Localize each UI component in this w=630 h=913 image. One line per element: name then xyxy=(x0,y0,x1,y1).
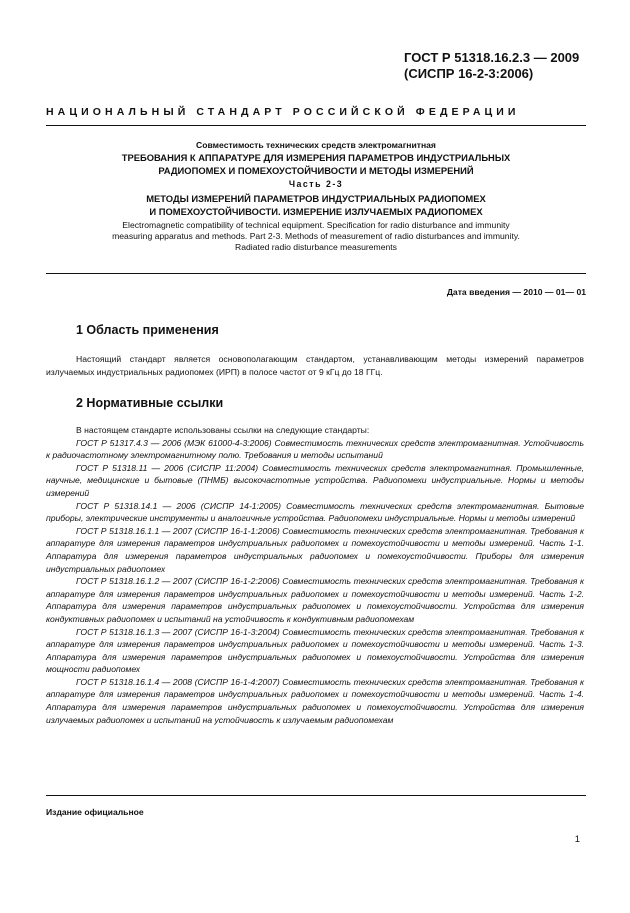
reference-item: ГОСТ Р 51318.14.1 — 2006 (СИСПР 14-1:2005) Совместимость технических средств электромагнитная. Бытовые приборы, электрические инструменты и аналогичные устройства. Радиопомехи индустриальные. Нормы и методы измерений xyxy=(46,500,584,524)
section-1-body xyxy=(46,353,584,378)
reference-item: ГОСТ Р 51318.16.1.2 — 2007 (СИСПР 16-1-2:2006) Совместимость технических средств электромагнитная. Требования к аппаратуре для измерения параметров индустриальных радиопомех и помехоустойчивости и методы измерений. Часть 1-2. Аппаратура для измерения параметров индустриальных радиопомех и помехоустойчивости. Устройства для измерения кондуктивных радиопомех и испытаний на устойчивость к кондуктивным радиопомехам xyxy=(46,576,584,624)
date-of-introduction: Дата введения — 2010 — 01— 01 xyxy=(446,287,586,297)
reference-item: ГОСТ Р 51317.4.3 — 2006 (МЭК 61000-4-3:2006) Совместимость технических средств электромагнитная. Устойчивость к радиочастотному электромагнитному полю. Требования и методы испытаний xyxy=(46,437,584,461)
english-title-line-2: measuring apparatus and methods. Part 2-3. Methods of measurement of radio disturbances and immunity. xyxy=(112,231,520,241)
edition-label: Издание официальное xyxy=(46,807,144,817)
cispr-number: (СИСПР 16-2-3:2006) xyxy=(404,66,534,81)
title-line-3: РАДИОПОМЕХ И ПОМЕХОУСТОЙЧИВОСТИ И МЕТОДЫ ИЗМЕРЕНИЙ xyxy=(158,165,474,176)
section-1-heading: 1 Область применения xyxy=(76,323,219,337)
section-1-text: Настоящий стандарт является основополагающим стандартом, устанавливающим методы измерений параметров излучаемых индустриальных радиопомех (ИРП) в полосе частот от 9 кГц до 18 ГГц. xyxy=(46,354,584,377)
reference-item: ГОСТ Р 51318.16.1.1 — 2007 (СИСПР 16-1-1:2006) Совместимость технических средств электромагнитная. Требования к аппаратуре для измерения параметров индустриальных радиопомех и помехоустойчивости и методы измерений. Часть 1-1. Аппаратура для измерения параметров индустриальных радиопомех и помехоустойчивости. Приборы для измерения индустриальных радиопомех xyxy=(46,525,584,574)
section-2-intro: В настоящем стандарте использованы ссылки на следующие стандарты: xyxy=(76,425,370,435)
english-title-line-3: Radiated radio disturbance measurements xyxy=(235,242,397,252)
english-title-line-1: Electromagnetic compatibility of technical equipment. Specification for radio disturbance and immunity xyxy=(122,220,510,230)
title-line-5: И ПОМЕХОУСТОЙЧИВОСТИ. ИЗМЕРЕНИЕ ИЗЛУЧАЕМЫХ РАДИОПОМЕХ xyxy=(149,206,483,217)
title-block xyxy=(46,139,586,253)
title-divider xyxy=(46,273,586,274)
footer-divider xyxy=(46,795,586,796)
title-line-2: ТРЕБОВАНИЯ К АППАРАТУРЕ ДЛЯ ИЗМЕРЕНИЯ ПАРАМЕТРОВ ИНДУСТРИАЛЬНЫХ xyxy=(121,152,511,163)
english-title xyxy=(46,220,586,253)
title-part: Часть 2-3 xyxy=(288,179,344,189)
page-number: 1 xyxy=(574,834,580,845)
reference-item: ГОСТ Р 51318.16.1.3 — 2007 (СИСПР 16-1-3:2004) Совместимость технических средств электромагнитная. Требования к аппаратуре для измерения параметров индустриальных радиопомех и помехоустойчивости и методы измерений. Часть 1-3. Аппаратура для измерения параметров индустриальных радиопомех и помехоустойчивости. Устройства для измерения мощности радиопомех xyxy=(46,626,584,675)
title-line-4: МЕТОДЫ ИЗМЕРЕНИЙ ПАРАМЕТРОВ ИНДУСТРИАЛЬНЫХ РАДИОПОМЕХ xyxy=(146,193,486,204)
section-2-body xyxy=(46,424,584,726)
banner-divider xyxy=(46,125,586,126)
section-2-heading: 2 Нормативные ссылки xyxy=(76,396,224,410)
gost-number: ГОСТ Р 51318.16.2.3 — 2009 xyxy=(404,50,580,65)
document-header xyxy=(404,50,579,82)
reference-item: ГОСТ Р 51318.16.1.4 — 2008 (СИСПР 16-1-4:2007) Совместимость технических средств электромагнитная. Требования к аппаратуре для измерения параметров индустриальных радиопомех и помехоустойчивости и методы измерений. Часть 1-4. Аппаратура для измерения параметров индустриальных радиопомех и помехоустойчивости. Устройства для измерения излучаемых радиопомех и испытаний на устойчивость к излучаемым радиопомехам xyxy=(46,676,584,725)
reference-item: ГОСТ Р 51318.11 — 2006 (СИСПР 11:2004) Совместимость технических средств электромагнитная. Промышленные, научные, медицинские и бытовые (ПНМБ) высокочастотные устройства. Радиопомехи индустриальные. Нормы и методы измерений xyxy=(46,462,584,498)
national-standard-banner: НАЦИОНАЛЬНЫЙ СТАНДАРТ РОССИЙСКОЙ ФЕДЕРАЦИИ xyxy=(46,106,520,118)
title-line-1: Совместимость технических средств электромагнитная xyxy=(196,140,436,150)
